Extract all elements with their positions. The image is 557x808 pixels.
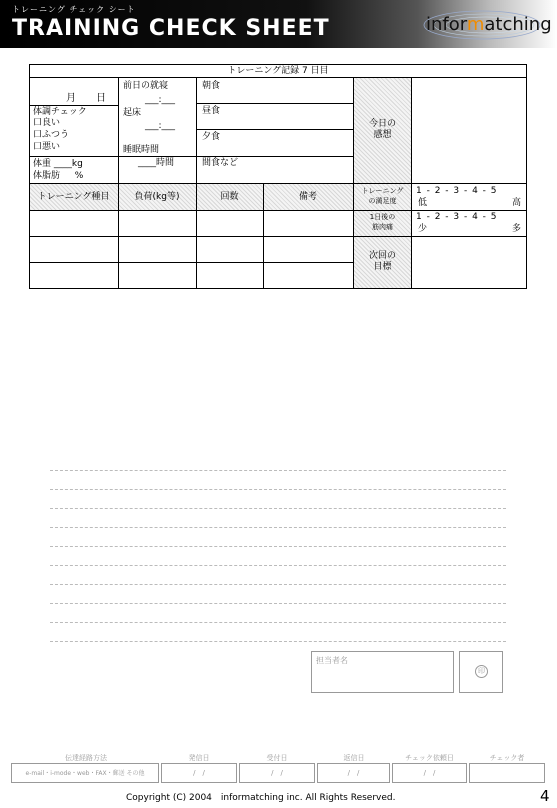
soreness-low: 少	[418, 224, 428, 234]
wake-label: 起床	[123, 108, 142, 118]
send-date-value: / /	[193, 769, 205, 777]
satisfaction-scale[interactable]: 1 - 2 - 3 - 4 - 5	[416, 186, 498, 196]
receive-date-value: / /	[271, 769, 283, 777]
prev-bed-label: 前日の就寝	[123, 81, 169, 91]
check-date-label: チェック依頼日	[405, 754, 454, 762]
condition-bad-checkbox[interactable]: 口悪い	[33, 142, 61, 152]
col-count-header: 回数	[220, 192, 239, 202]
reply-date-label: 返信日	[343, 754, 365, 762]
send-method-value: e-mail・i-mode・web・FAX・郵送 その他	[25, 770, 145, 777]
checker-label: チェック者	[489, 754, 525, 762]
impression-label: 今日の 感想	[368, 119, 396, 140]
condition-label: 体調チェック	[33, 107, 87, 117]
note-line	[50, 527, 506, 528]
goal-field[interactable]	[412, 237, 526, 288]
col-load-header: 負荷(kg等)	[134, 192, 180, 202]
logo-text-highlight: m	[466, 14, 485, 35]
note-line	[50, 622, 506, 623]
header-subtitle: トレーニング チェック シート	[12, 5, 136, 14]
logo-text-pre: infor	[426, 14, 467, 35]
logo-text-post: atching	[484, 14, 552, 35]
sleep-time[interactable]: ____時間	[138, 158, 175, 168]
reply-date-value: / /	[347, 769, 360, 777]
logo-text	[426, 14, 552, 35]
sleep-label: 睡眠時間	[123, 145, 160, 155]
note-line	[50, 641, 506, 642]
weight-field[interactable]: 体重 ____kg	[33, 159, 83, 169]
satisfaction-high: 高	[512, 198, 522, 208]
copyright: Copyright (C) 2004 informatching inc. All Rights Reserved.	[126, 793, 396, 803]
divider	[29, 156, 353, 157]
soreness-high: 多	[512, 224, 522, 234]
check-date-value: / /	[423, 769, 436, 777]
col-item-header: トレーニング種目	[37, 192, 110, 202]
divider	[353, 210, 527, 211]
note-line	[50, 603, 506, 604]
training-row-3[interactable]	[30, 263, 118, 288]
divider	[118, 77, 119, 183]
trainer-sign-label: 担当者名	[316, 656, 348, 665]
training-row-2[interactable]	[30, 237, 118, 262]
goal-label: 次回の 目標	[368, 251, 396, 272]
receive-date-label: 受付日	[266, 754, 288, 762]
divider	[196, 129, 353, 130]
satisfaction-low: 低	[418, 198, 428, 208]
note-line	[50, 489, 506, 490]
breakfast-label: 朝食	[202, 81, 221, 91]
prev-bed-time[interactable]: ___:___	[145, 95, 176, 105]
soreness-label: 1日後の 筋肉痛	[369, 213, 396, 231]
note-line	[50, 508, 506, 509]
bodyfat-field[interactable]: 体脂肪 %	[33, 171, 84, 181]
soreness-scale[interactable]: 1 - 2 - 3 - 4 - 5	[416, 212, 498, 222]
satisfaction-label: トレーニング の満足度	[361, 187, 404, 205]
send-date-label: 発信日	[188, 754, 210, 762]
record-title: トレーニング記録 7 日目	[227, 66, 329, 76]
send-method-label: 伝達経路方法	[65, 754, 107, 762]
note-line	[50, 584, 506, 585]
page-number: 4	[540, 787, 550, 805]
note-line	[50, 565, 506, 566]
date-field[interactable]: 月 日	[66, 93, 106, 104]
divider	[196, 77, 197, 183]
dinner-label: 夕食	[202, 132, 221, 142]
condition-good-checkbox[interactable]: 口良い	[33, 118, 61, 128]
checker-box[interactable]	[469, 763, 545, 783]
lunch-label: 昼食	[202, 106, 221, 116]
divider	[196, 103, 353, 104]
snack-label: 間食など	[202, 158, 239, 168]
wake-time[interactable]: ___:___	[145, 121, 176, 131]
divider	[29, 105, 118, 106]
condition-normal-checkbox[interactable]: 口ふつう	[33, 130, 70, 140]
col-note-header: 備考	[298, 192, 317, 202]
impression-field[interactable]	[412, 78, 526, 183]
stamp-label: 印	[478, 667, 485, 675]
header-title: TRAINING CHECK SHEET	[12, 16, 330, 41]
note-line	[50, 470, 506, 471]
note-line	[50, 546, 506, 547]
training-row-1[interactable]	[30, 211, 118, 236]
